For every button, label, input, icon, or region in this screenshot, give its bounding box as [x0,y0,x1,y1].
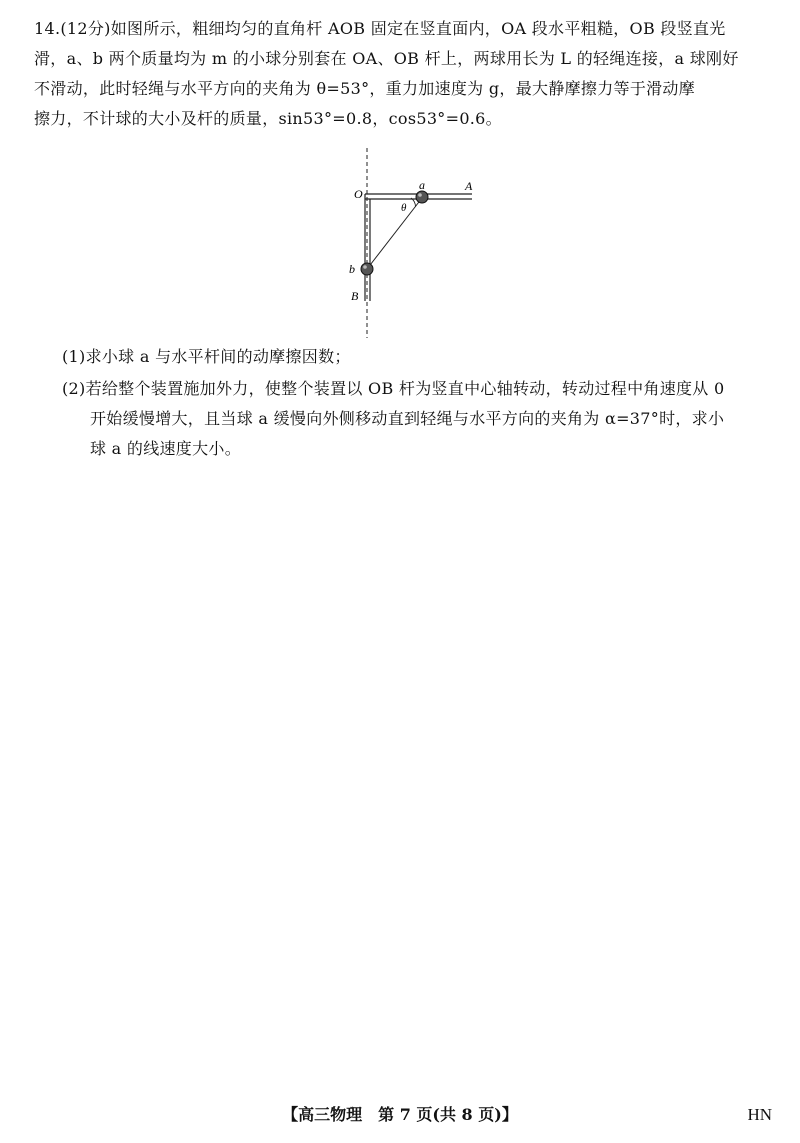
page-footer [0,1100,800,1130]
problem-stem [34,14,774,134]
light-string [367,198,422,269]
question-2-line: (2)若给整个装置施加外力，使整个装置以 OB 杆为竖直中心轴转动，转动过程中角速度从 0 [62,379,725,398]
question-2 [62,374,782,464]
ball-b-highlight [363,265,367,269]
label-b: b [349,262,355,276]
label-o: O [354,187,363,201]
question-1 [62,342,782,372]
problem-line: 不滑动，此时轻绳与水平方向的夹角为 θ=53°，重力加速度为 g，最大静摩擦力等于滑动摩 [34,79,696,98]
label-a: a [419,178,425,192]
question-1-text: (1)求小球 a 与水平杆间的动摩擦因数； [62,347,351,366]
rod-diagram-svg [340,148,480,338]
problem-line: 擦力，不计球的大小及杆的质量，sin53°=0.8，cos53°=0.6。 [34,109,502,128]
footer-page-info: 【高三物理 第 7 页(共 8 页)】 [282,1105,518,1124]
question-2-line: 球 a 的线速度大小。 [90,439,242,458]
ball-b [361,263,373,275]
problem-line: 滑，a、b 两个质量均为 m 的小球分别套在 OA、OB 杆上，两球用长为 L 的轻绳连接，a 球刚好 [34,49,739,68]
label-b-end: B [351,289,359,303]
problem-line: 14.(12分)如图所示，粗细均匀的直角杆 AOB 固定在竖直面内，OA 段水平粗糙，OB 段竖直光 [34,19,726,38]
question-2-line: 开始缓慢增大，且当球 a 缓慢向外侧移动直到轻绳与水平方向的夹角为 α=37°时，求小 [90,409,725,428]
rod-diagram [340,148,480,338]
label-a-end: A [465,179,473,193]
footer-region-code: HN [747,1105,772,1124]
label-theta: θ [401,202,407,214]
ball-a [416,191,428,203]
ball-a-highlight [418,193,422,197]
